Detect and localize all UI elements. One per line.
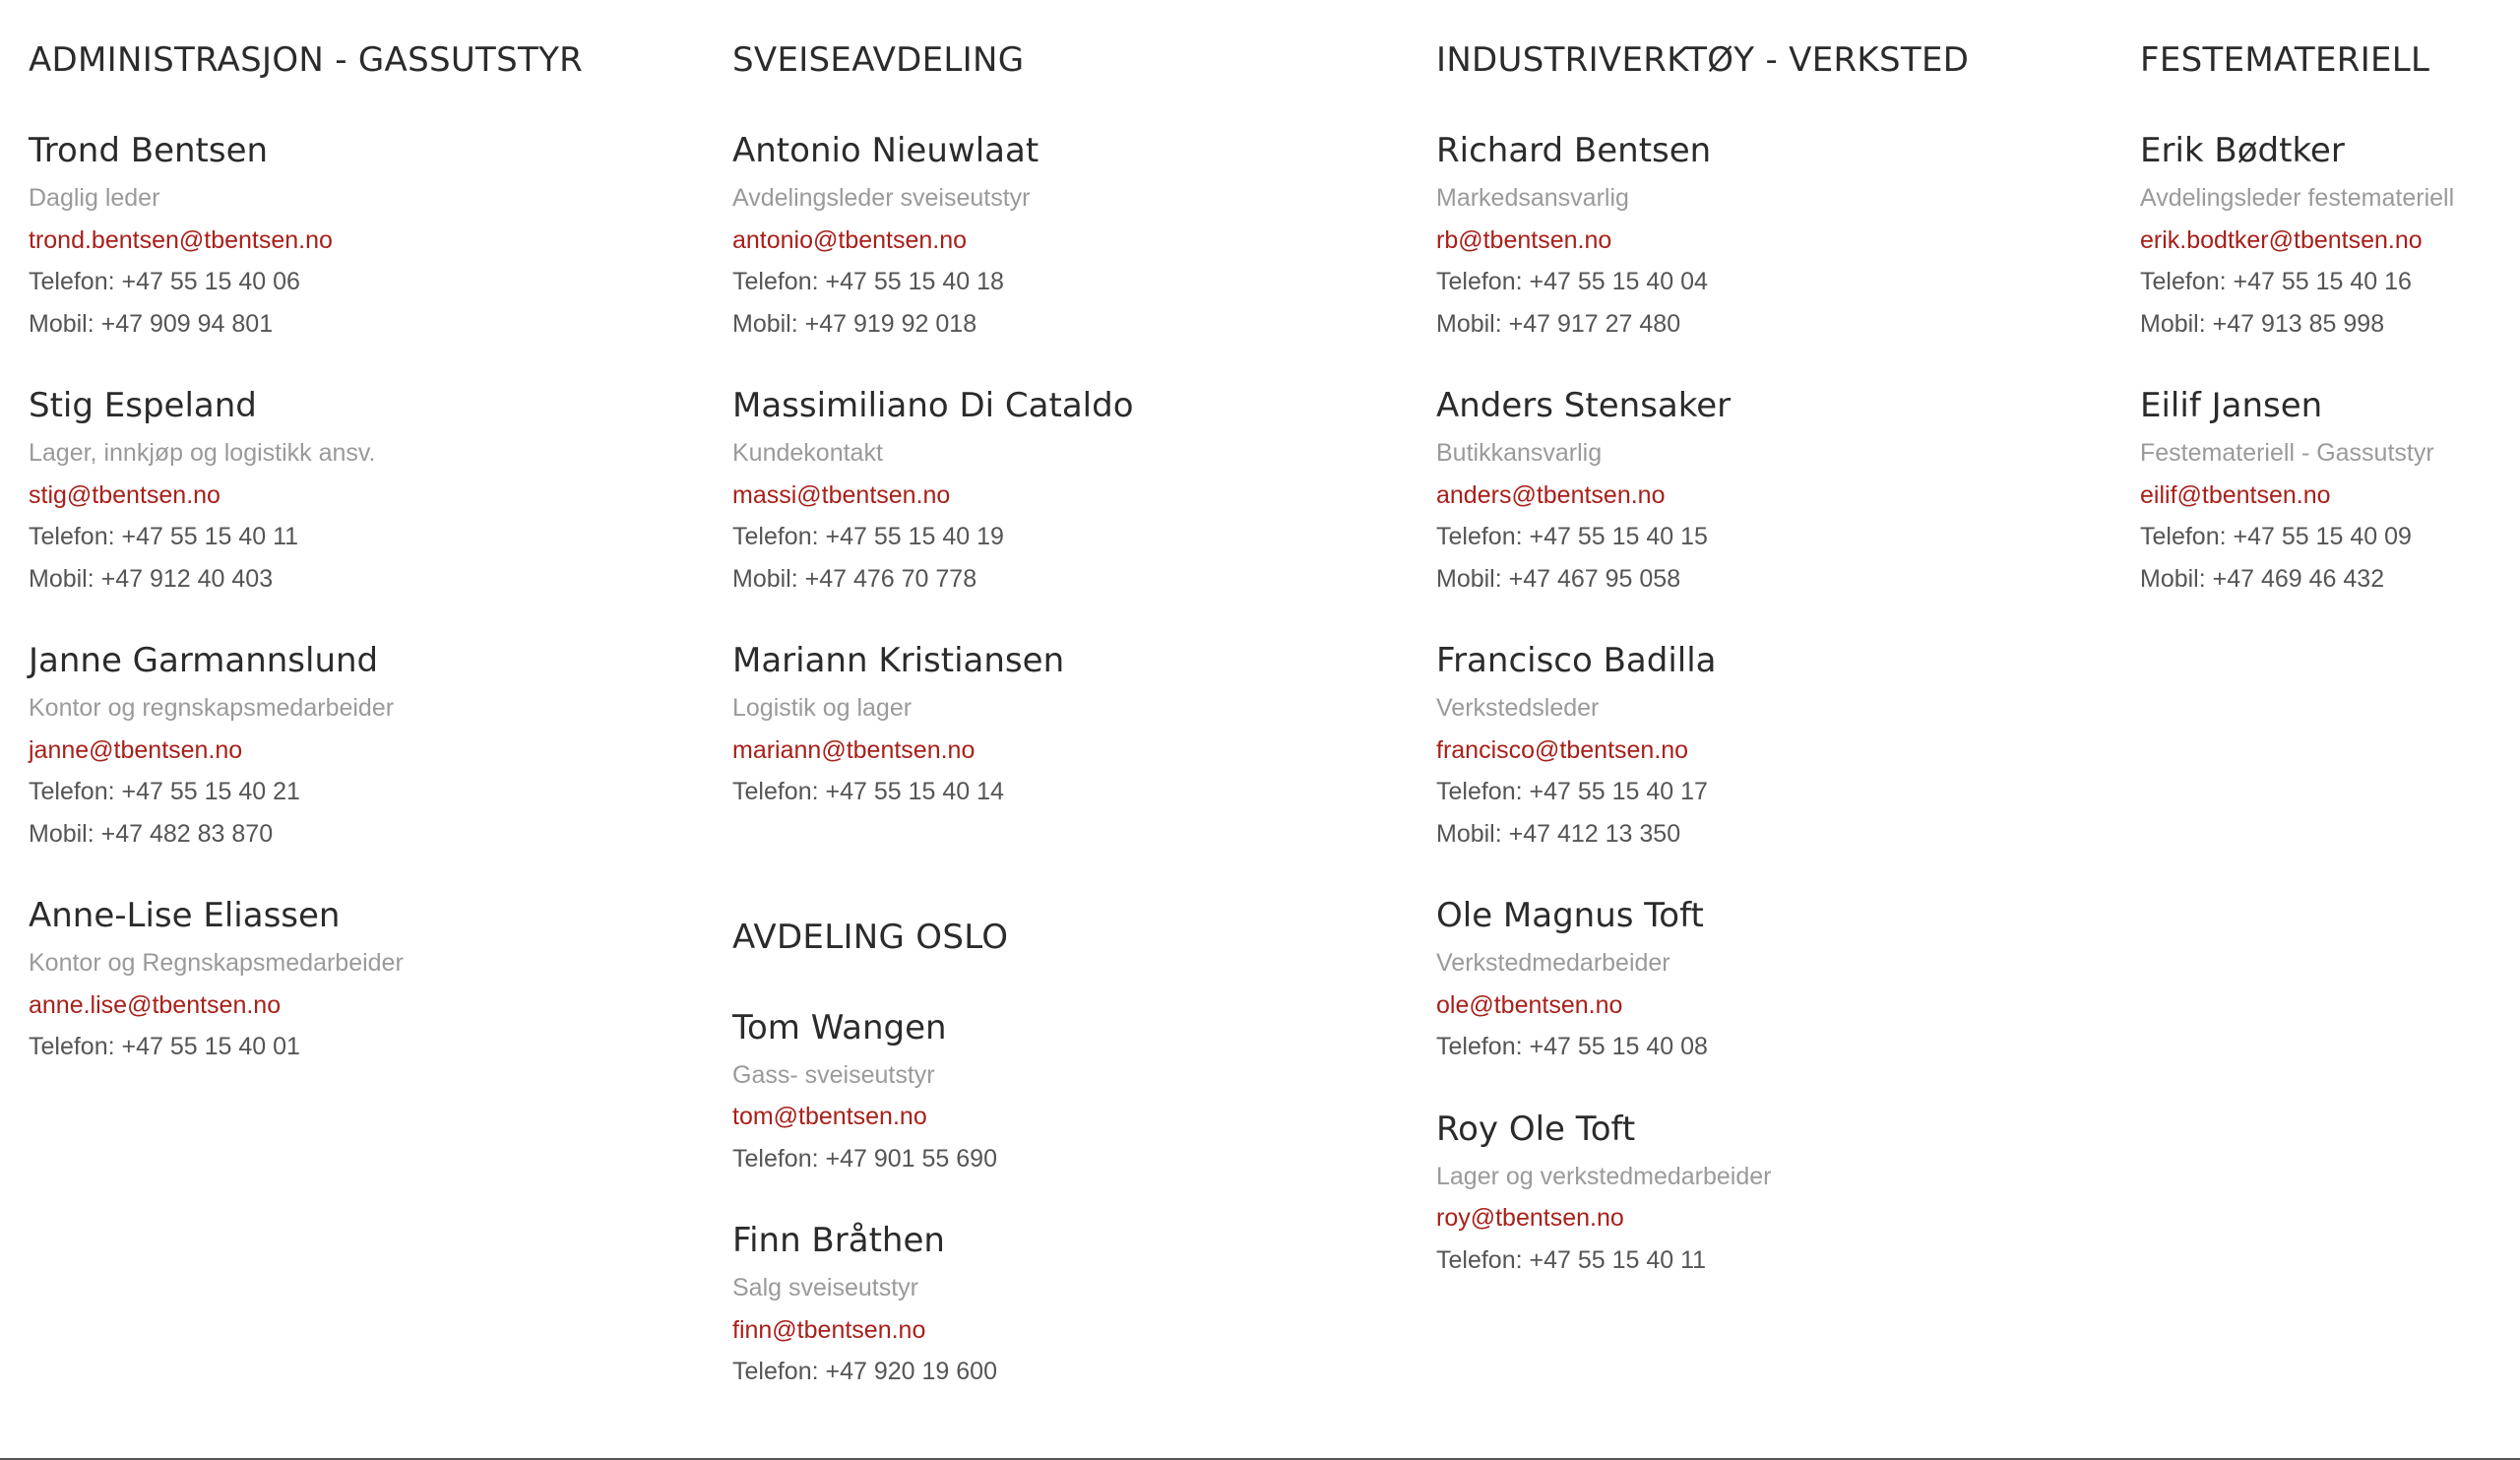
contact-mobil: Mobil: +47 912 40 403 (29, 564, 274, 593)
contact-name: Anders Stensaker (1436, 386, 1732, 425)
contact-card (2140, 386, 2514, 600)
contact-card (1436, 1110, 2125, 1282)
contact-role: Kontor og regnskapsmedarbeider (29, 694, 395, 722)
contact-email-link[interactable]: stig@tbentsen.no (29, 480, 220, 509)
contact-email-link[interactable]: erik.bodtker@tbentsen.no (2140, 225, 2423, 254)
contact-email-link[interactable]: eilif@tbentsen.no (2140, 480, 2331, 509)
contact-role: Salg sveiseutstyr (732, 1274, 918, 1301)
contact-card (1436, 386, 2125, 600)
contact-role: Kontor og Regnskapsmedarbeider (29, 949, 404, 977)
contact-telefon: Telefon: +47 55 15 40 06 (29, 268, 300, 295)
contact-telefon: Telefon: +47 55 15 40 21 (29, 778, 300, 805)
contact-telefon: Telefon: +47 55 15 40 16 (2140, 268, 2412, 295)
people-list (732, 1008, 1421, 1393)
contact-telefon: Telefon: +47 55 15 40 08 (1436, 1033, 1708, 1060)
department-title: AVDELING OSLO (732, 917, 1009, 957)
department-column (1436, 0, 2125, 1322)
contact-telefon: Telefon: +47 55 15 40 01 (29, 1033, 300, 1060)
people-list (1436, 131, 2125, 1281)
contact-telefon: Telefon: +47 55 15 40 11 (1436, 1245, 1707, 1274)
contact-telefon: Telefon: +47 55 15 40 09 (2140, 523, 2412, 550)
contact-name: Finn Bråthen (732, 1221, 945, 1260)
contact-email-link[interactable]: francisco@tbentsen.no (1436, 735, 1689, 764)
contact-telefon: Telefon: +47 55 15 40 11 (29, 523, 299, 550)
contact-telefon: Telefon: +47 920 19 600 (732, 1358, 997, 1385)
contact-telefon: Telefon: +47 901 55 690 (732, 1144, 997, 1173)
contact-role: Gass- sveiseutstyr (732, 1060, 935, 1089)
contact-card (29, 386, 718, 600)
contact-email-link[interactable]: roy@tbentsen.no (1436, 1204, 1624, 1232)
contact-email-link[interactable]: tom@tbentsen.no (732, 1103, 927, 1130)
department-title: FESTEMATERIELL (2140, 40, 2430, 80)
department-title: INDUSTRIVERKTØY - VERKSTED (1436, 40, 1970, 80)
contact-card (29, 131, 718, 345)
contact-card (1436, 641, 2125, 855)
department-title: ADMINISTRASJON - GASSUTSTYR (29, 40, 584, 80)
contact-mobil: Mobil: +47 917 27 480 (1436, 309, 1681, 338)
contact-name: Roy Ole Toft (1436, 1109, 1636, 1149)
contact-card (1436, 896, 2125, 1068)
contact-card (732, 641, 1421, 813)
contact-email-link[interactable]: massi@tbentsen.no (732, 480, 951, 509)
contact-role: Daglig leder (29, 184, 160, 212)
contact-mobil: Mobil: +47 469 46 432 (2140, 564, 2385, 593)
contact-card (29, 896, 718, 1068)
contact-name: Janne Garmannslund (29, 641, 379, 680)
contact-telefon: Telefon: +47 55 15 40 15 (1436, 523, 1708, 550)
contact-email-link[interactable]: antonio@tbentsen.no (732, 225, 968, 254)
contact-role: Lager, innkjøp og logistikk ansv. (29, 439, 376, 467)
contact-email-link[interactable]: ole@tbentsen.no (1436, 990, 1623, 1019)
contact-mobil: Mobil: +47 412 13 350 (1436, 819, 1681, 848)
contact-role: Verkstedmedarbeider (1436, 949, 1670, 977)
contact-email-link[interactable]: janne@tbentsen.no (29, 735, 243, 764)
department-column (29, 0, 718, 1110)
contact-email-link[interactable]: rb@tbentsen.no (1436, 225, 1612, 254)
contact-mobil: Mobil: +47 909 94 801 (29, 309, 274, 338)
contact-role: Markedsansvarlig (1436, 184, 1629, 212)
people-list (29, 131, 718, 1068)
department-title: SVEISEAVDELING (732, 40, 1025, 80)
contact-telefon: Telefon: +47 55 15 40 14 (732, 778, 1004, 805)
contact-role: Avdelingsleder sveiseutstyr (732, 184, 1031, 212)
contact-mobil: Mobil: +47 467 95 058 (1436, 564, 1681, 593)
contact-name: Stig Espeland (29, 386, 257, 425)
contact-card (732, 131, 1421, 345)
contact-email-link[interactable]: anders@tbentsen.no (1436, 480, 1666, 509)
contact-role: Logistik og lager (732, 694, 913, 722)
contact-role: Lager og verkstedmedarbeider (1436, 1162, 1772, 1190)
contact-name: Trond Bentsen (29, 131, 269, 170)
contact-mobil: Mobil: +47 476 70 778 (732, 564, 977, 593)
contact-email-link[interactable]: anne.lise@tbentsen.no (29, 990, 282, 1019)
people-list (2140, 131, 2514, 600)
contact-card (1436, 131, 2125, 345)
contact-card (732, 386, 1421, 600)
contact-name: Francisco Badilla (1436, 641, 1717, 680)
contact-role: Avdelingsleder festemateriell (2140, 184, 2455, 212)
contact-role: Kundekontakt (732, 439, 883, 467)
contact-name: Ole Magnus Toft (1436, 896, 1704, 935)
contact-mobil: Mobil: +47 919 92 018 (732, 309, 977, 338)
department-column (732, 0, 1421, 1434)
contact-name: Anne-Lise Eliassen (29, 896, 341, 935)
contact-card (732, 1008, 1421, 1180)
contact-mobil: Mobil: +47 913 85 998 (2140, 309, 2385, 338)
contact-telefon: Telefon: +47 55 15 40 19 (732, 523, 1004, 550)
contact-name: Tom Wangen (732, 1007, 947, 1047)
contact-role: Butikkansvarlig (1436, 439, 1603, 467)
contact-card (732, 1221, 1421, 1393)
people-list (732, 131, 1421, 813)
contact-name: Mariann Kristiansen (732, 641, 1065, 680)
contact-name: Eilif Jansen (2140, 386, 2323, 425)
contact-telefon: Telefon: +47 55 15 40 17 (1436, 778, 1708, 805)
department-column (2140, 0, 2514, 641)
contact-role: Verkstedsleder (1436, 694, 1600, 722)
contact-email-link[interactable]: trond.bentsen@tbentsen.no (29, 225, 333, 254)
contact-email-link[interactable]: mariann@tbentsen.no (732, 735, 976, 764)
contact-name: Richard Bentsen (1436, 131, 1712, 170)
contact-card (29, 641, 718, 855)
contact-name: Antonio Nieuwlaat (732, 131, 1040, 170)
contact-telefon: Telefon: +47 55 15 40 18 (732, 268, 1004, 295)
contact-role: Festemateriell - Gassutstyr (2140, 439, 2434, 467)
contact-name: Massimiliano Di Cataldo (732, 386, 1134, 425)
contact-name: Erik Bødtker (2140, 131, 2345, 170)
contact-telefon: Telefon: +47 55 15 40 04 (1436, 268, 1708, 295)
contact-email-link[interactable]: finn@tbentsen.no (732, 1315, 926, 1344)
contact-mobil: Mobil: +47 482 83 870 (29, 819, 274, 848)
contact-card (2140, 131, 2514, 345)
